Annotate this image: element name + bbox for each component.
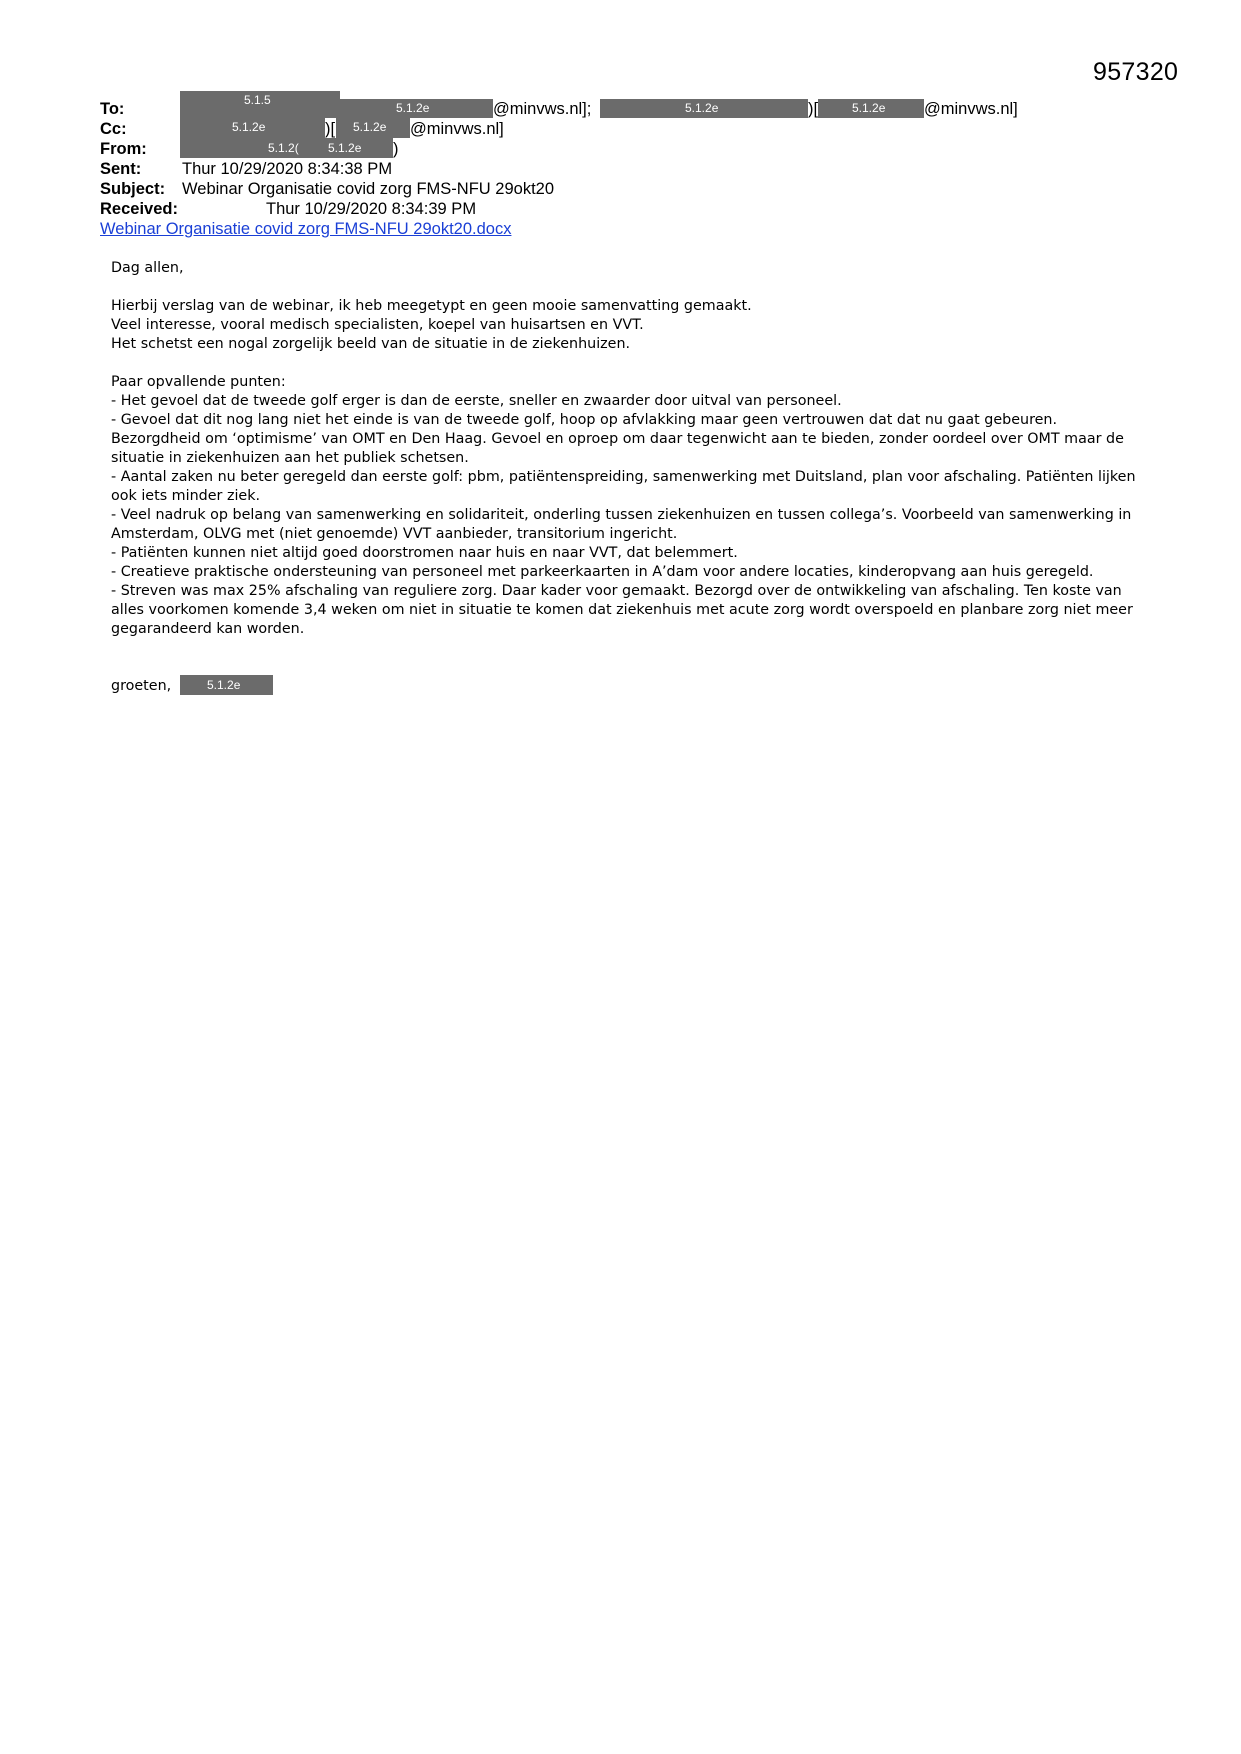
to-domain: @minvws.nl] — [924, 100, 1018, 118]
subject-label: Subject: — [100, 180, 166, 198]
to-domain: @minvws.nl]; — [493, 100, 592, 118]
sent-label: Sent: — [100, 160, 142, 178]
to-separator: )[ — [808, 100, 819, 118]
redaction-block — [180, 138, 393, 158]
redaction-code: 5.1.2e — [207, 678, 241, 692]
redaction-block — [818, 99, 924, 118]
redaction-code: 5.1.5 — [244, 93, 271, 107]
redaction-code: 5.1.2e — [328, 141, 362, 155]
redaction-block — [180, 91, 340, 118]
to-label: To: — [100, 100, 125, 118]
points-heading: Paar opvallende punten: — [111, 374, 286, 390]
subject-value: Webinar Organisatie covid zorg FMS-NFU 29okt20 — [182, 180, 555, 198]
sent-value: Thur 10/29/2020 8:34:38 PM — [182, 160, 393, 178]
redaction-block — [336, 118, 410, 138]
received-value: Thur 10/29/2020 8:34:39 PM — [266, 200, 477, 218]
redaction-code: 5.1.2e — [852, 101, 886, 115]
redaction-code: 5.1.2e — [353, 120, 387, 134]
redaction-code: 5.1.2e — [685, 101, 719, 115]
email-body — [111, 259, 1146, 639]
bullet-point: - Streven was max 25% afschaling van reguliere zorg. Daar kader voor gemaakt. Bezorgd over de ontwikkeling van afschaling. Ten koste van alles voorkomen komende 3,4 weken om niet in situatie te komen dat ziekenhuis met acute zorg wordt overspoeld en planbare zorg niet meer gegarandeerd kan worden. — [111, 583, 1133, 637]
closing-text: groeten, — [111, 678, 172, 694]
intro-line: Het schetst een nogal zorgelijk beeld van de situatie in de ziekenhuizen. — [111, 336, 631, 352]
redaction-code: 5.1.2( — [268, 141, 299, 155]
received-label: Received: — [100, 200, 178, 218]
redaction-code: 5.1.2e — [232, 120, 266, 134]
bullet-point: - Gevoel dat dit nog lang niet het einde is van de tweede golf, hoop op afvlakking maar geen vertrouwen dat dat nu gaat gebeuren. Bezorgdheid om ‘optimisme’ van OMT en Den Haag. Gevoel en oproep om daar tegenwicht aan te bieden, zonder oordeel over OMT maar de situatie in ziekenhuizen aan het publiek schetsen. — [111, 412, 1124, 466]
document-number: 957320 — [1093, 58, 1179, 86]
intro-line: Veel interesse, vooral medisch specialisten, koepel van huisartsen en VVT. — [111, 317, 644, 333]
cc-label: Cc: — [100, 120, 127, 138]
greeting: Dag allen, — [111, 260, 184, 276]
bullet-point: - Patiënten kunnen niet altijd goed doorstromen naar huis en naar VVT, dat belemmert. — [111, 545, 738, 561]
redaction-block — [180, 675, 273, 695]
redaction-block — [180, 118, 325, 138]
attachment-link[interactable]: Webinar Organisatie covid zorg FMS-NFU 29okt20.docx — [100, 220, 512, 238]
redaction-code: 5.1.2e — [396, 101, 430, 115]
from-label: From: — [100, 140, 147, 158]
bullet-point: - Aantal zaken nu beter geregeld dan eerste golf: pbm, patiëntenspreiding, samenwerking met Duitsland, plan voor afschaling. Patiënten lijken ook iets minder ziek. — [111, 469, 1136, 504]
cc-separator: )[ — [325, 120, 336, 138]
closing-line — [111, 677, 171, 696]
redaction-block — [600, 99, 808, 118]
intro-line: Hierbij verslag van de webinar, ik heb meegetypt en geen mooie samenvatting gemaakt. — [111, 298, 752, 314]
bullet-point: - Veel nadruk op belang van samenwerking en solidariteit, onderling tussen ziekenhuizen en tussen collega’s. Voorbeeld van samenwerking in Amsterdam, OLVG met (niet genoemde) VVT aanbieder, transitorium ingericht. — [111, 507, 1132, 542]
bullet-point: - Het gevoel dat de tweede golf erger is dan de eerste, sneller en zwaarder door uitval van personeel. — [111, 393, 842, 409]
from-close: ) — [393, 140, 399, 158]
redaction-block — [340, 99, 493, 118]
bullet-point: - Creatieve praktische ondersteuning van personeel met parkeerkaarten in A’dam voor andere locaties, kinderopvang aan huis geregeld. — [111, 564, 1094, 580]
cc-domain: @minvws.nl] — [410, 120, 504, 138]
